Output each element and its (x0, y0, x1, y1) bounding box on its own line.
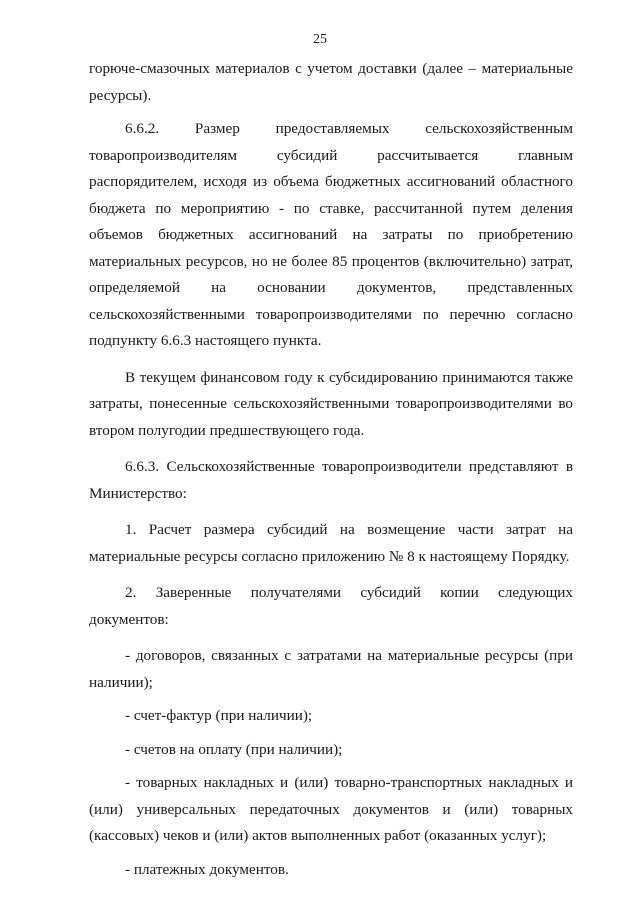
list-item-waybills: - товарных накладных и (или) товарно-транспортных накладных и (или) универсальных передаточных документов и (или) товарных (кассовых) чеков и (или) актов выполненных работ (оказанных услуг); (89, 774, 573, 844)
list-item-payment-bills: - счетов на оплату (при наличии); (125, 740, 343, 758)
document-body (89, 56, 573, 883)
page-number: 25 (313, 32, 327, 47)
list-item-contracts: - договоров, связанных с затратами на материальные ресурсы (при наличии); (89, 647, 573, 691)
paragraph-6-6-3: 6.6.3. Сельскохозяйственные товаропроизводители представляют в Министерство: (89, 458, 573, 502)
paragraph-item-2: 2. Заверенные получателями субсидий копии следующих документов: (89, 584, 573, 628)
list-item-invoices: - счет-фактур (при наличии); (125, 707, 313, 724)
paragraph-continuation: горюче-смазочных материалов с учетом доставки (далее – материальные ресурсы). (89, 60, 573, 104)
paragraph-current-year: В текущем финансовом году к субсидированию принимаются также затраты, понесенные сельскохозяйственными товаропроизводителями во втором полугодии предшествующего года. (89, 368, 573, 439)
list-item-payment-documents: - платежных документов. (125, 860, 289, 878)
paragraph-6-6-2: 6.6.2. Размер предоставляемых сельскохозяйственным товаропроизводителям субсидий рассчитывается главным распорядителем, исходя из объема бюджетных ассигнований областного бюджета по мероприятию - по ставке, рассчитанной путем деления объемов бюджетных ассигнований на затраты по приобретению материальных ресурсов, но не более 85 процентов (включительно) затрат, определяемой на основании документов, представленных сельскохозяйственными товаропроизводителями по перечню согласно подпункту 6.6.3 настоящего пункта. (89, 120, 573, 349)
paragraph-item-1: 1. Расчет размера субсидий на возмещение части затрат на материальные ресурсы согласно приложению № 8 к настоящему Порядку. (89, 521, 573, 565)
